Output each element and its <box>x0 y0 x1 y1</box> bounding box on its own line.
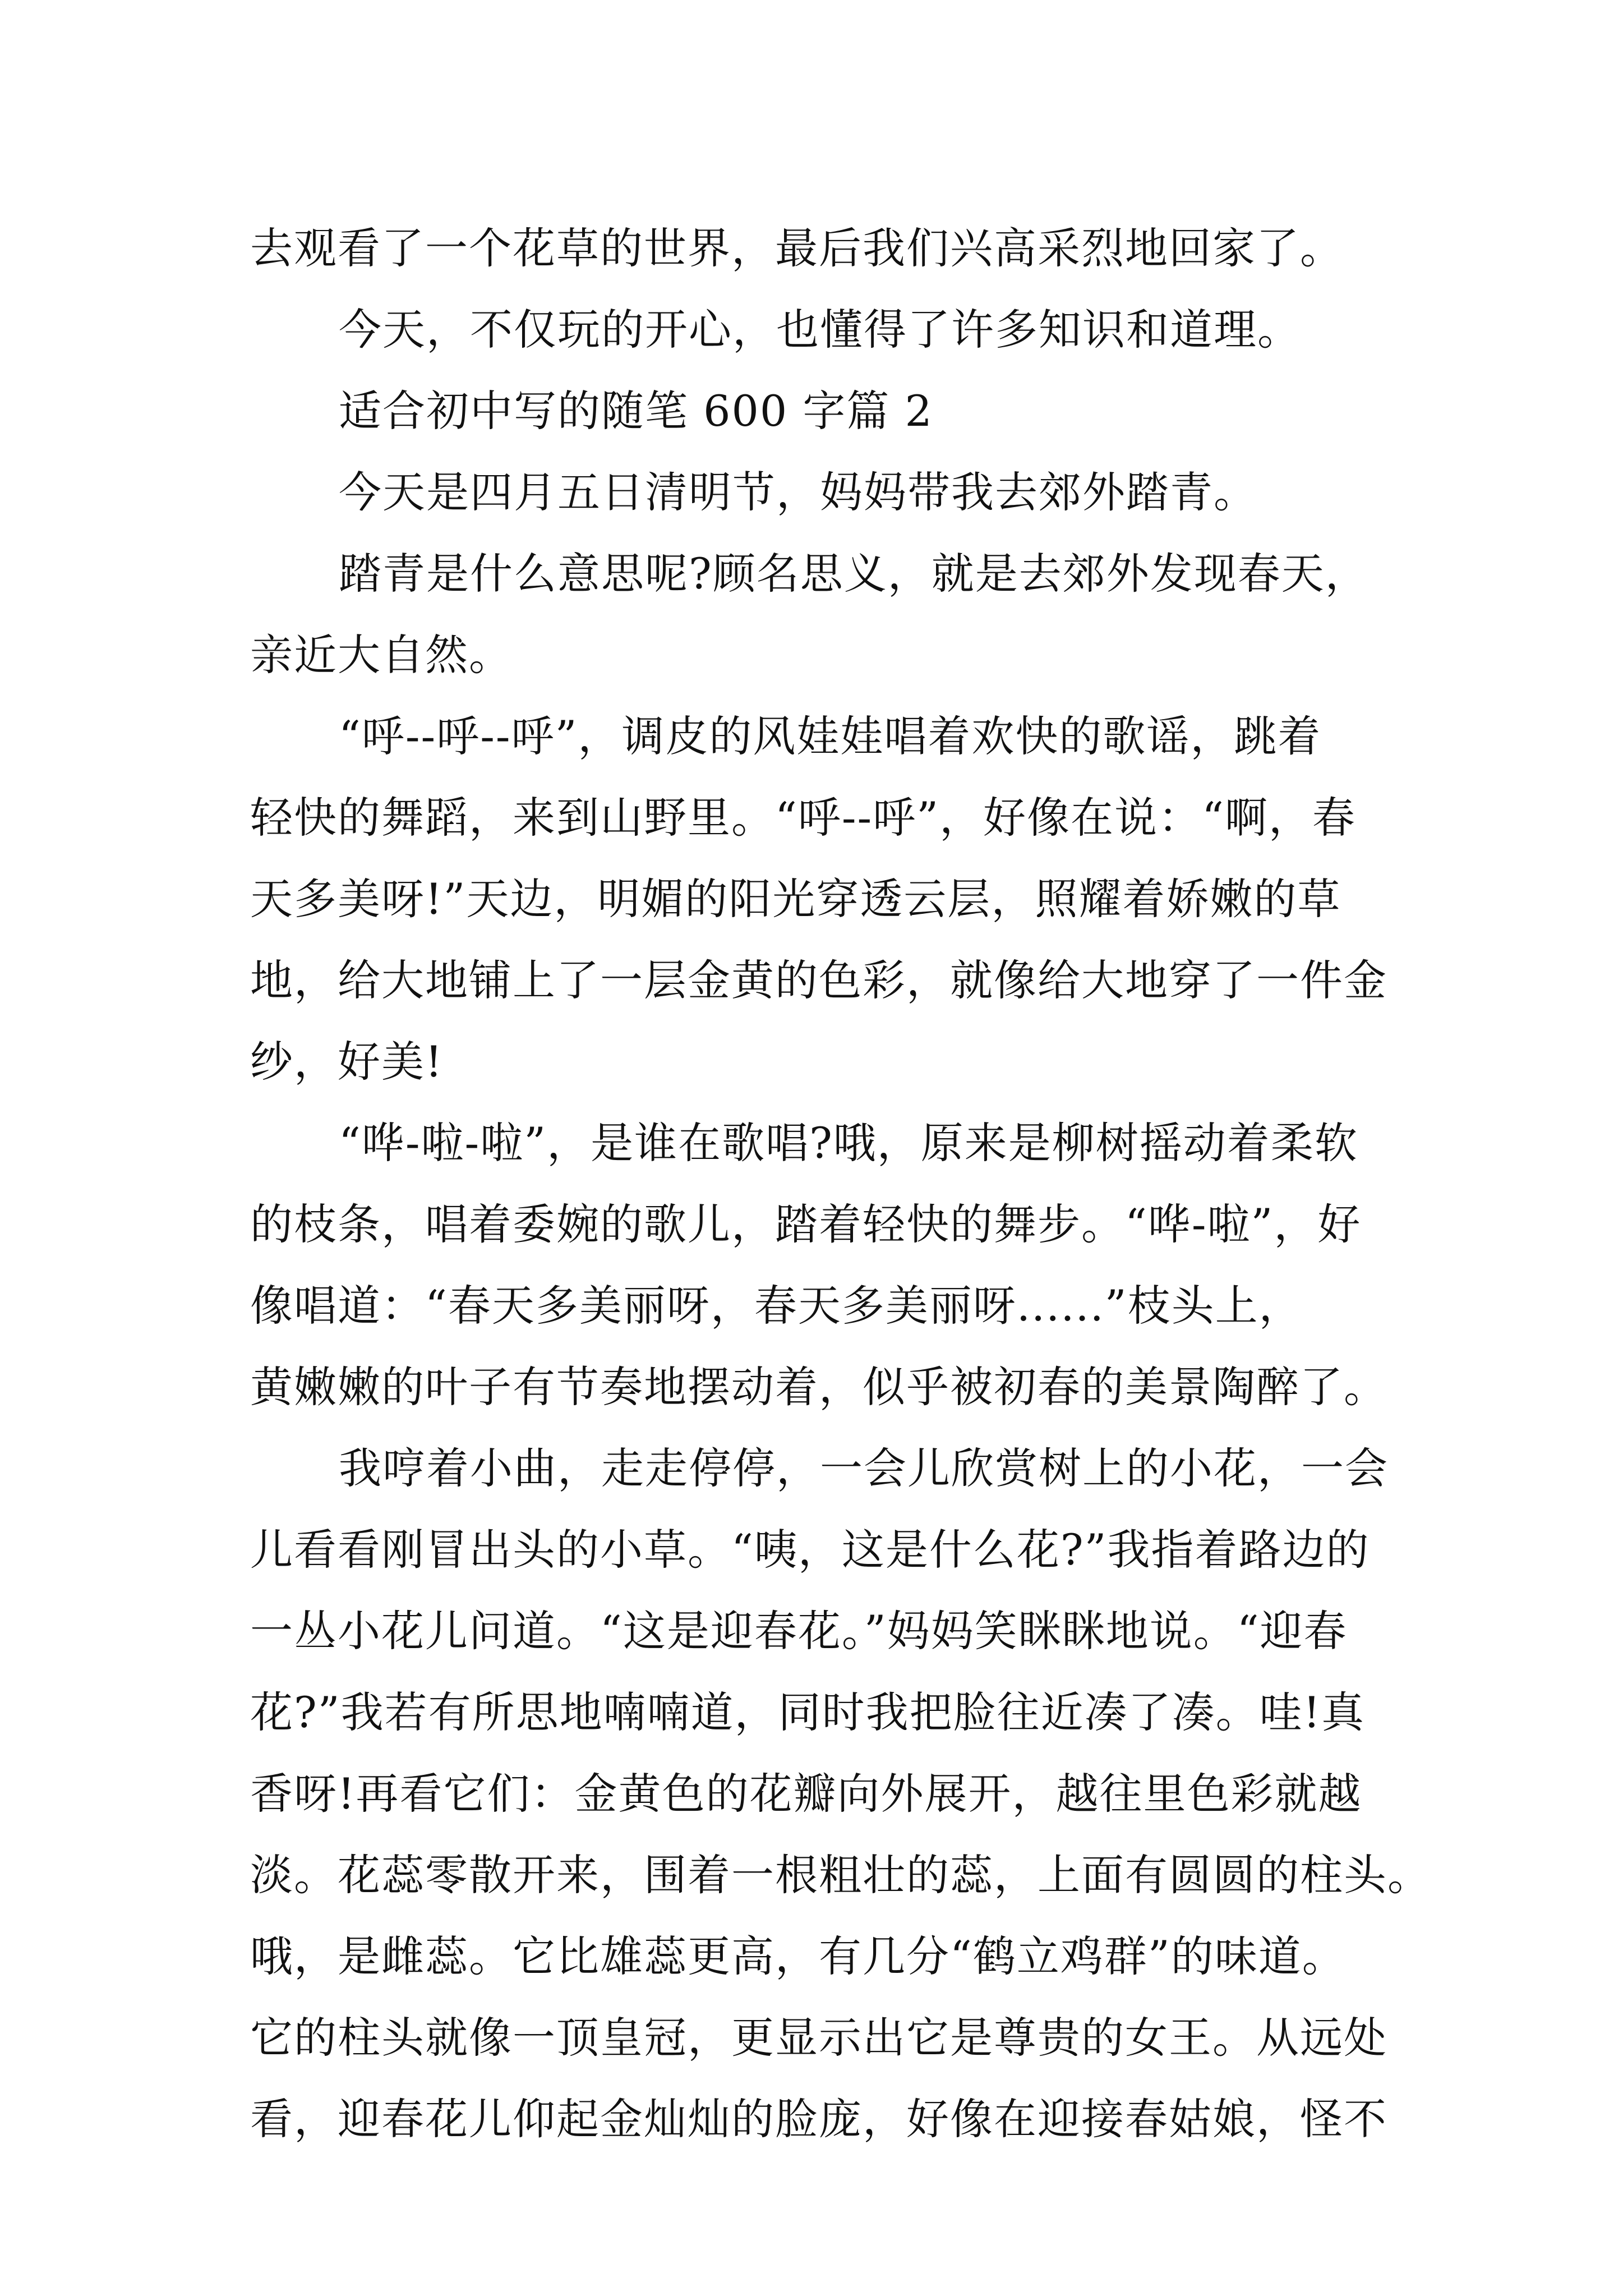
text-line: 一丛小花儿问道。“这是迎春花。”妈妈笑眯眯地说。“迎春 <box>250 1606 1348 1656</box>
text-line: 地，给大地铺上了一层金黄的色彩，就像给大地穿了一件金 <box>250 955 1387 1005</box>
text-line: “哗-啦-啦”，是谁在歌唱?哦，原来是柳树摇动着柔软 <box>339 1118 1358 1168</box>
section-heading: 适合初中写的随笔 600 字篇 2 <box>339 386 933 436</box>
text-line: 的枝条，唱着委婉的歌儿，踏着轻快的舞步。“哗-啦”，好 <box>250 1199 1362 1249</box>
text-line: 我哼着小曲，走走停停，一会儿欣赏树上的小花，一会 <box>339 1443 1389 1493</box>
text-line: 儿看看刚冒出头的小草。“咦，这是什么花?”我指着路边的 <box>250 1525 1370 1575</box>
text-line: 黄嫩嫩的叶子有节奏地摆动着，似乎被初春的美景陶醉了。 <box>250 1362 1387 1412</box>
text-line: 亲近大自然。 <box>250 630 513 680</box>
text-line: “呼--呼--呼”，调皮的风娃娃唱着欢快的歌谣，跳着 <box>339 711 1322 761</box>
text-line: 花?”我若有所思地喃喃道，同时我把脸往近凑了凑。哇!真 <box>250 1687 1366 1737</box>
text-line: 淡。花蕊零散开来，围着一根粗壮的蕊，上面有圆圆的柱头。 <box>250 1850 1431 1900</box>
text-line: 纱，好美! <box>250 1037 444 1087</box>
text-line: 香呀!再看它们：金黄色的花瓣向外展开，越往里色彩就越 <box>250 1769 1362 1819</box>
text-line: 像唱道：“春天多美丽呀，春天多美丽呀......”枝头上， <box>250 1281 1303 1331</box>
text-line: 它的柱头就像一顶皇冠，更显示出它是尊贵的女王。从远处 <box>250 2013 1387 2063</box>
text-line: 去观看了一个花草的世界，最后我们兴高采烈地回家了。 <box>250 223 1344 273</box>
text-line: 踏青是什么意思呢?顾名思义，就是去郊外发现春天， <box>339 549 1369 599</box>
document-body <box>250 208 1431 2160</box>
text-line: 今天是四月五日清明节，妈妈带我去郊外踏青。 <box>339 467 1257 517</box>
text-line: 看，迎春花儿仰起金灿灿的脸庞，好像在迎接春姑娘，怪不 <box>250 2094 1387 2144</box>
text-line: 哦，是雌蕊。它比雄蕊更高，有几分“鹤立鸡群”的味道。 <box>250 1931 1346 1981</box>
text-line: 天多美呀!”天边，明媚的阳光穿透云层，照耀着娇嫩的草 <box>250 874 1341 924</box>
text-line: 今天，不仅玩的开心，也懂得了许多知识和道理。 <box>339 305 1301 355</box>
text-line: 轻快的舞蹈，来到山野里。“呼--呼”，好像在说：“啊，春 <box>250 793 1356 843</box>
